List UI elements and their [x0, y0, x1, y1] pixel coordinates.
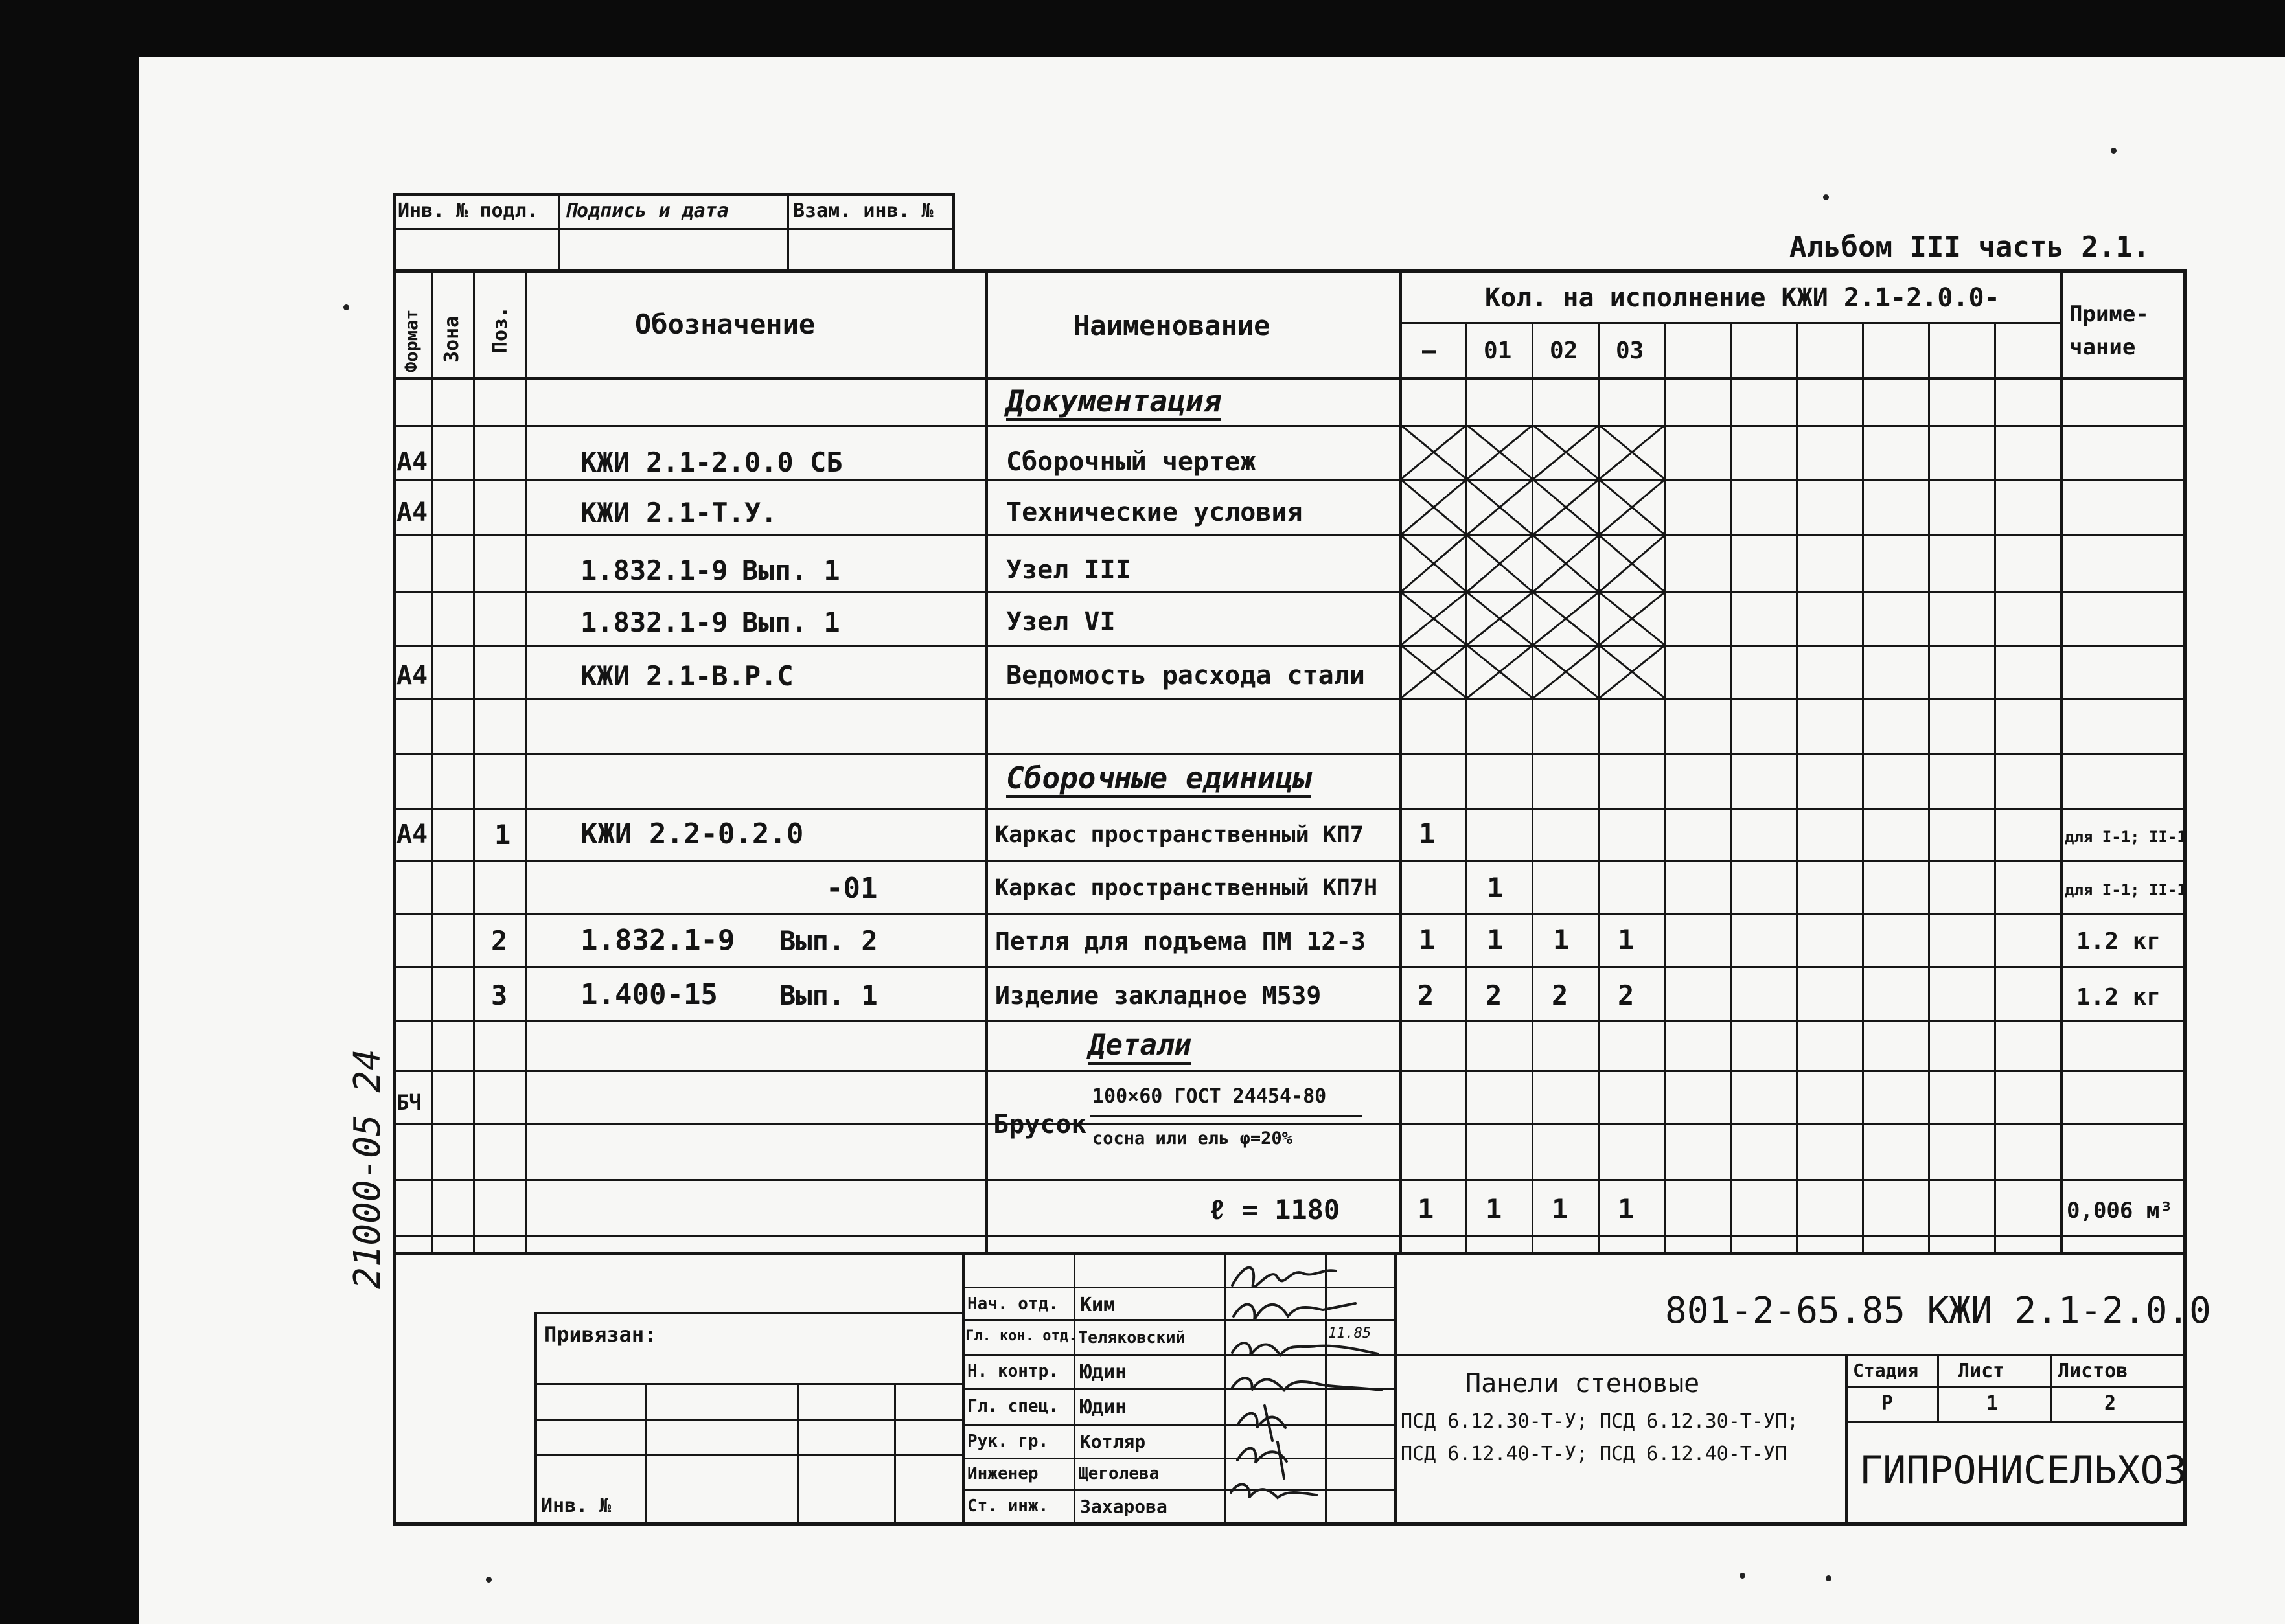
list-label: Лист: [1958, 1360, 2005, 1382]
detail-note: 0,006 м³: [2067, 1198, 2173, 1224]
detail-spec-bottom: сосна или ель φ=20%: [1092, 1128, 1292, 1149]
vzam-inv-label: Взам. инв. №: [793, 200, 934, 222]
asm-3-q1: 1: [1419, 924, 1436, 955]
crossed-cells: [1401, 425, 1665, 698]
role-2: Гл. кон. отд.: [965, 1328, 1077, 1344]
section-documentation: Документация: [1006, 386, 1221, 421]
row-5-name: Ведомость расхода стали: [1006, 661, 1365, 691]
row-1-format: А4: [396, 447, 428, 477]
listov-value: 2: [2104, 1392, 2117, 1415]
section-details: Детали: [1088, 1031, 1191, 1065]
asm-2-name: Каркас пространственный КП7Н: [995, 875, 1378, 901]
asm-1-note: для I-1; II-1: [2065, 828, 2187, 846]
organization: ГИПРОНИСЕЛЬХОЗ: [1859, 1448, 2187, 1493]
name-7: Захарова: [1080, 1496, 1167, 1517]
asm-2-q2: 1: [1487, 872, 1504, 904]
document-code: 801-2-65.85 КЖИ 2.1-2.0.0: [1665, 1290, 2211, 1332]
asm-3-note: 1.2 кг: [2076, 928, 2161, 955]
asm-3-vyp: Вып. 2: [779, 925, 878, 957]
row-3-name: Узел III: [1006, 555, 1131, 585]
section-assembly-units: Сборочные единицы: [1006, 763, 1311, 798]
asm-4-name: Изделие закладное М539: [995, 981, 1322, 1010]
role-3: Н. контр.: [967, 1362, 1059, 1381]
name-5: Котляр: [1080, 1431, 1146, 1452]
asm-4-note: 1.2 кг: [2076, 984, 2161, 1011]
detail-spec-top: 100×60 ГОСТ 24454-80: [1092, 1085, 1327, 1108]
col-naimenovanie-header: Наименование: [1074, 310, 1270, 341]
detail-q4: 1: [1618, 1193, 1635, 1225]
row-4-vyp: Вып. 1: [742, 606, 840, 638]
fraction-line: [1090, 1115, 1362, 1117]
asm-1-pos: 1: [494, 819, 511, 851]
signature-date: 11.85: [1328, 1325, 1372, 1342]
asm-3-name: Петля для подъема ПМ 12-3: [995, 927, 1366, 955]
row-3-designation: 1.832.1-9: [580, 555, 728, 586]
detail-q3: 1: [1552, 1193, 1568, 1225]
role-5: Рук. гр.: [967, 1432, 1049, 1451]
col-format-header: Формат: [402, 309, 422, 372]
kol-col-1: 01: [1484, 337, 1512, 364]
name-4: Юдин: [1080, 1396, 1127, 1419]
row-5-designation: КЖИ 2.1-В.Р.С: [580, 660, 794, 692]
asm-1-name: Каркас пространственный КП7: [995, 822, 1364, 848]
row-2-name: Технические условия: [1006, 497, 1303, 527]
asm-4-designation: 1.400-15: [580, 978, 718, 1011]
album-label: Альбом III часть 2.1.: [1789, 231, 2150, 264]
title-line-3: ПСД 6.12.40-Т-У; ПСД 6.12.40-Т-УП: [1401, 1443, 1787, 1465]
detail-length: ℓ = 1180: [1209, 1194, 1340, 1226]
asm-4-q3: 2: [1552, 979, 1568, 1011]
asm-3-q4: 1: [1618, 924, 1635, 955]
name-1: Ким: [1080, 1294, 1116, 1316]
privyazan-label: Привязан:: [544, 1322, 657, 1347]
col-zona-header: Зона: [441, 315, 463, 363]
row-1-name: Сборочный чертеж: [1006, 447, 1256, 477]
asm-1-q1: 1: [1419, 818, 1436, 849]
row-4-designation: 1.832.1-9: [580, 606, 728, 638]
kol-col-0: —: [1422, 337, 1436, 364]
asm-3-designation: 1.832.1-9: [580, 924, 735, 957]
listov-label: Листов: [2058, 1360, 2128, 1382]
detail-name: Брусок: [993, 1110, 1087, 1139]
asm-3-pos: 2: [491, 925, 508, 957]
asm-2-note: для I-1; II-1: [2065, 881, 2187, 899]
signatures: [1226, 1258, 1394, 1524]
asm-2-designation: -01: [826, 872, 878, 905]
kol-col-2: 02: [1550, 337, 1578, 364]
role-1: Нач. отд.: [967, 1294, 1059, 1314]
row-4-name: Узел VI: [1006, 607, 1116, 637]
name-3: Юдин: [1080, 1361, 1127, 1384]
detail-q2: 1: [1486, 1193, 1502, 1225]
inv-podl-label: Инв. № подл.: [398, 200, 538, 222]
podpis-data-label: Подпись и дата: [565, 200, 729, 222]
stadiya-label: Стадия: [1853, 1360, 1919, 1381]
asm-3-q3: 1: [1553, 924, 1570, 955]
row-5-format: А4: [396, 661, 428, 691]
asm-4-q4: 2: [1618, 979, 1635, 1011]
detail-q1: 1: [1418, 1193, 1434, 1225]
asm-4-q1: 2: [1418, 979, 1434, 1011]
row-2-designation: КЖИ 2.1-Т.У.: [580, 497, 777, 529]
inv-no-label: Инв. №: [541, 1494, 612, 1517]
row-3-vyp: Вып. 1: [742, 555, 840, 586]
side-inventory-note: 21000-05 24: [347, 1049, 389, 1289]
title-line-1: Панели стеновые: [1465, 1369, 1700, 1399]
col-kol-header: Кол. на исполнение КЖИ 2.1-2.0.0-: [1485, 283, 2000, 313]
asm-4-vyp: Вып. 1: [779, 979, 878, 1011]
col-oboznachenie-header: Обозначение: [635, 308, 816, 340]
row-2-format: А4: [396, 497, 428, 527]
asm-1-format: А4: [396, 819, 428, 849]
list-value: 1: [1986, 1392, 1999, 1415]
asm-3-q2: 1: [1487, 924, 1504, 955]
col-prim-header: Приме- чание: [2069, 301, 2149, 360]
asm-4-pos: 3: [491, 979, 508, 1011]
name-2: Теляковский: [1078, 1328, 1186, 1347]
title-line-2: ПСД 6.12.30-Т-У; ПСД 6.12.30-Т-УП;: [1401, 1410, 1799, 1433]
role-6: Инженер: [967, 1464, 1039, 1483]
role-4: Гл. спец.: [967, 1397, 1059, 1416]
row-1-designation: КЖИ 2.1-2.0.0 СБ: [580, 446, 843, 478]
stadiya-value: Р: [1881, 1392, 1894, 1415]
asm-4-q2: 2: [1486, 979, 1502, 1011]
kol-col-3: 03: [1616, 337, 1644, 364]
asm-1-designation: КЖИ 2.2-0.2.0: [580, 818, 804, 851]
detail-format: БЧ: [396, 1090, 422, 1115]
role-7: Ст. инж.: [967, 1496, 1049, 1516]
name-6: Щеголева: [1078, 1464, 1160, 1483]
col-poz-header: Поз.: [489, 306, 512, 353]
